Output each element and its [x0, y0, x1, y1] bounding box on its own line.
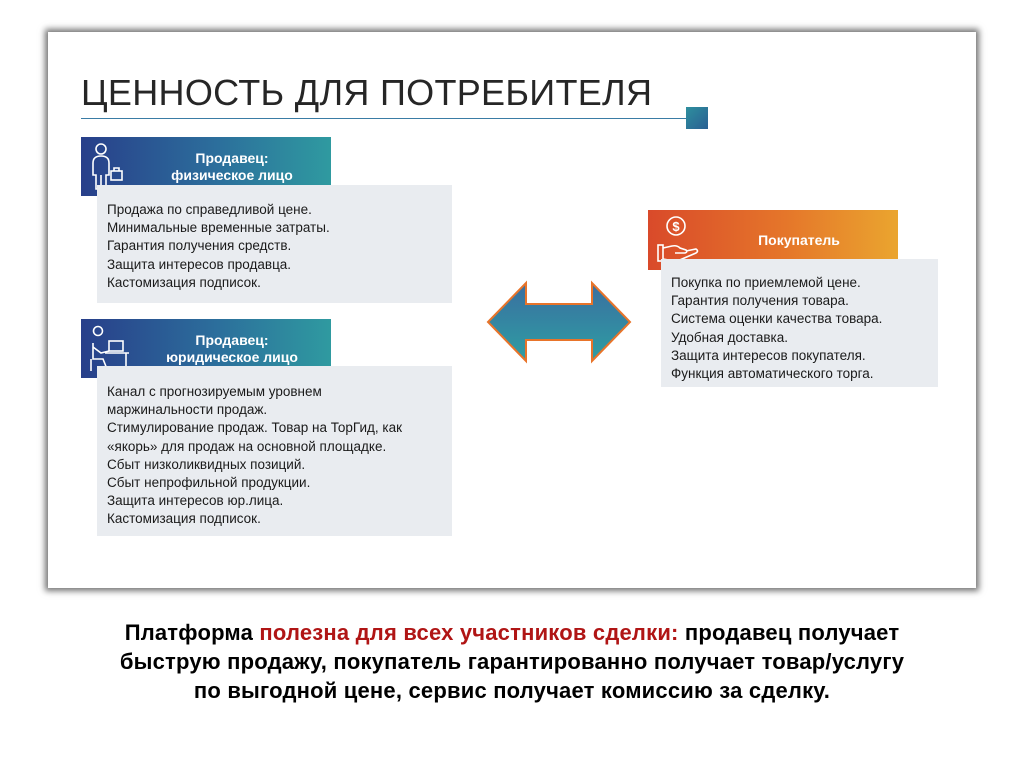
list-item: Канал с прогнозируемым уровнем: [107, 384, 322, 399]
list-item: Функция автоматического торга.: [671, 366, 874, 382]
list-item: Кастомизация подписок.: [107, 274, 261, 290]
svg-text:$: $: [672, 219, 680, 234]
title-accent-square: [686, 107, 708, 129]
buyer-heading: Покупатель: [758, 231, 840, 248]
caption-part1: Платформа: [124, 620, 260, 645]
seller-individual-heading-line1: Продавец:: [195, 149, 269, 166]
list-item: Защита интересов юр.лица.: [107, 493, 284, 509]
list-item: Сбыт низколиквидных позиций.: [107, 456, 306, 472]
list-item: Стимулирование продаж. Товар на ТорГид, как: [107, 420, 403, 436]
slide: [48, 32, 976, 588]
summary-caption: [0, 618, 1024, 705]
list-item: Сбыт непрофильной продукции.: [107, 475, 311, 491]
list-item: Защита интересов продавца.: [107, 256, 292, 272]
list-item: «якорь» для продаж на основной площадке.: [107, 438, 387, 454]
list-item: Продажа по справедливой цене.: [107, 202, 312, 217]
seller-individual-heading-line2: физическое лицо: [171, 166, 293, 183]
list-item: Гарантия получения средств.: [107, 238, 292, 254]
seller-individual-list: [97, 185, 452, 303]
list-item: Минимальные временные затраты.: [107, 220, 330, 236]
caption-line-2: быструю продажу, покупатель гарантированно получает товар/услугу: [119, 649, 905, 674]
caption-line-1: [0, 618, 1024, 647]
caption-part2: продавец получает: [678, 620, 900, 645]
caption-highlight: полезна для всех участников сделки:: [259, 620, 679, 645]
list-item: Гарантия получения товара.: [671, 293, 849, 309]
slide-title: ЦЕННОСТЬ ДЛЯ ПОТРЕБИТЕЛЯ: [81, 72, 653, 113]
title-underline: [81, 118, 689, 119]
seller-legal-heading-line1: Продавец:: [195, 331, 269, 348]
seller-legal-list: [97, 366, 452, 536]
seller-legal-heading-line2: юридическое лицо: [166, 348, 298, 365]
list-item: Защита интересов покупателя.: [671, 347, 866, 363]
list-item: Удобная доставка.: [671, 329, 788, 345]
list-item: маржинальности продаж.: [107, 402, 268, 418]
list-item: Кастомизация подписок.: [107, 511, 261, 527]
caption-line-3: по выгодной цене, сервис получает комиссию за сделку.: [193, 678, 831, 703]
double-arrow-icon: [486, 280, 632, 369]
list-item: Система оценки качества товара.: [671, 311, 883, 327]
list-item: Покупка по приемлемой цене.: [671, 275, 861, 290]
buyer-list: [661, 259, 938, 387]
